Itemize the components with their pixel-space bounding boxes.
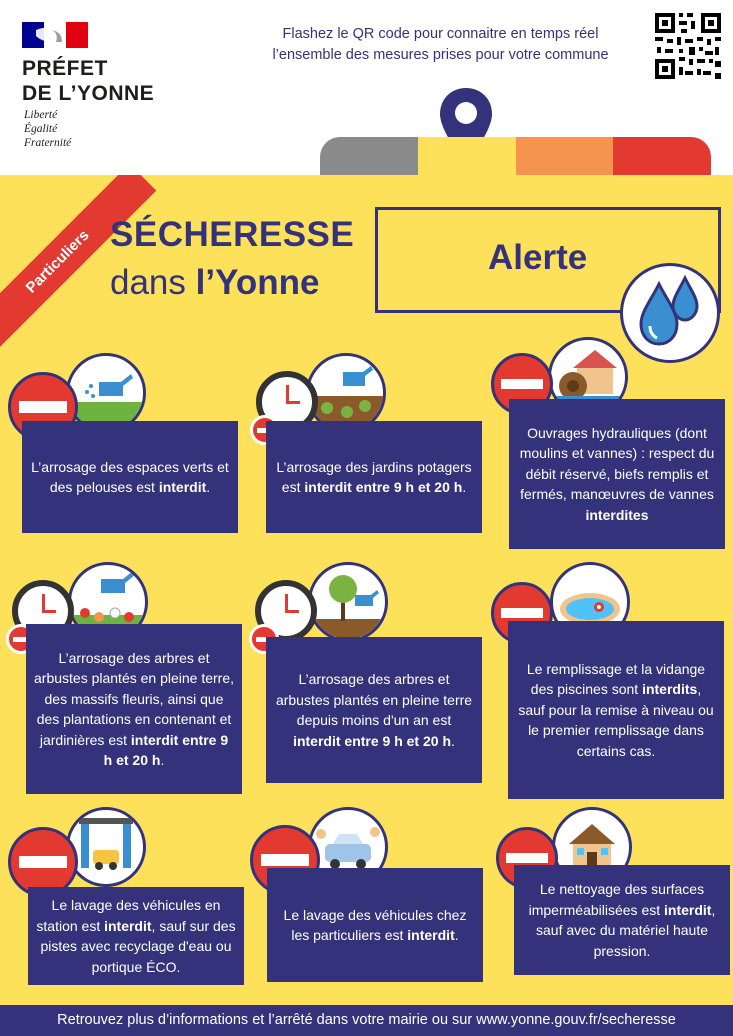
card-text-bold: interdit <box>664 901 712 918</box>
title-prefix: dans <box>110 263 196 302</box>
card-text-segment: Ouvrages hydrauliques (dont moulins et vannes) : respect du débit réservé, biefs remplis et fermés, manœuvres de vannes <box>519 424 715 503</box>
card-text-segment: Le nettoyage des surfaces imperméabilisées est <box>528 881 705 918</box>
card-text-segment: . <box>160 752 165 768</box>
qr-instruction <box>238 24 643 66</box>
particuliers-ribbon: Particuliers <box>0 175 156 360</box>
alert-level-label: Alerte <box>488 238 588 277</box>
card-text-bold: interdit <box>407 927 455 943</box>
level-tab-alerte-renforcee <box>516 137 613 175</box>
card-text <box>522 879 722 961</box>
devise <box>24 108 71 150</box>
devise-egalite: Égalité <box>24 123 58 135</box>
title-yonne: l’Yonne <box>195 263 320 302</box>
card-text-segment: L’arrosage des espaces verts et des pelouses est <box>31 458 229 495</box>
prefet-line1: PRÉFET <box>22 57 108 80</box>
title-dans-yonne <box>110 263 319 303</box>
header <box>0 0 733 175</box>
card-text-segment: Le lavage des véhicules chez les particuliers est <box>283 906 467 943</box>
card-lavage-station <box>28 887 244 985</box>
card-text-segment: L’arrosage des arbres et arbustes plantés en pleine terre depuis moins d'un an est <box>275 671 473 728</box>
level-tab-vigilance <box>320 137 418 175</box>
card-nettoyage-surfaces <box>514 865 730 975</box>
card-arbres-massifs <box>26 624 242 794</box>
main-panel <box>0 175 733 1005</box>
card-text-bold: interdit entre 9 h et 20 h <box>293 732 452 749</box>
card-text-segment: . <box>462 479 467 495</box>
qr-code-icon[interactable] <box>653 11 723 81</box>
card-text-bold: interdites <box>585 506 649 523</box>
watering-tree-icon <box>308 562 388 642</box>
level-tab-alerte <box>418 137 516 175</box>
card-text-segment: . <box>206 479 211 495</box>
card-lavage-particuliers <box>267 868 483 982</box>
card-text-segment: Le remplissage et la vidange des piscines sont <box>526 660 706 698</box>
card-text-segment: , sauf pour la remise à niveau ou le premier remplissage dans certains cas. <box>518 681 714 759</box>
card-text-bold: interdits <box>642 681 698 698</box>
car-wash-station-icon <box>66 807 146 887</box>
card-espaces-verts <box>22 421 238 533</box>
devise-liberte: Liberté <box>24 109 58 121</box>
card-text-bold: interdit entre 9 h et 20 h <box>304 479 463 495</box>
card-ouvrages-hydrauliques <box>509 399 725 549</box>
card-text-bold: interdit entre 9 h et 20 h <box>103 731 229 768</box>
water-drops-icon <box>620 263 720 363</box>
card-text-segment: L’arrosage des arbres et arbustes plantés en pleine terre, des massifs fleuris, ainsi que des plantations en contenant et jardinières est <box>34 649 235 748</box>
card-text-segment: . <box>451 732 455 749</box>
card-text-segment: , sauf avec du matériel haute pression. <box>536 901 716 959</box>
prefet-line2: DE L’YONNE <box>22 82 155 105</box>
card-text-segment: , sauf sur des pistes avec recyclage d'eau ou portique ÉCO. <box>40 917 236 975</box>
devise-fraternite: Fraternité <box>24 137 72 149</box>
card-text <box>275 905 475 946</box>
card-text-segment: . <box>454 927 459 943</box>
card-arbres-recents <box>266 637 482 783</box>
card-text <box>34 648 234 771</box>
card-text <box>516 659 716 762</box>
marianne-logo <box>22 22 88 48</box>
card-text <box>274 669 474 751</box>
card-text-bold: interdit <box>158 479 207 495</box>
card-text-bold: interdit <box>104 917 152 934</box>
card-jardins-potagers <box>266 421 482 533</box>
card-text <box>30 457 230 498</box>
prefet-title <box>22 56 154 106</box>
level-tab-crise <box>613 137 711 175</box>
qr-text-line1: Flashez le QR code pour connaitre en temps réel <box>282 26 599 42</box>
qr-text-line2: l’ensemble des mesures prises pour votre commune <box>272 47 609 63</box>
card-text-segment: Le lavage des véhicules en station est <box>36 897 221 934</box>
title-secheresse: SÉCHERESSE <box>110 215 355 254</box>
card-text <box>274 457 474 498</box>
card-piscines <box>508 621 724 799</box>
card-text <box>517 423 717 526</box>
card-text-segment: L’arrosage des jardins potagers est <box>276 458 472 495</box>
card-text <box>36 895 236 977</box>
footer-info: Retrouvez plus d’informations et l’arrêté dans votre mairie ou sur www.yonne.gouv.fr/secheresse <box>0 1005 733 1036</box>
